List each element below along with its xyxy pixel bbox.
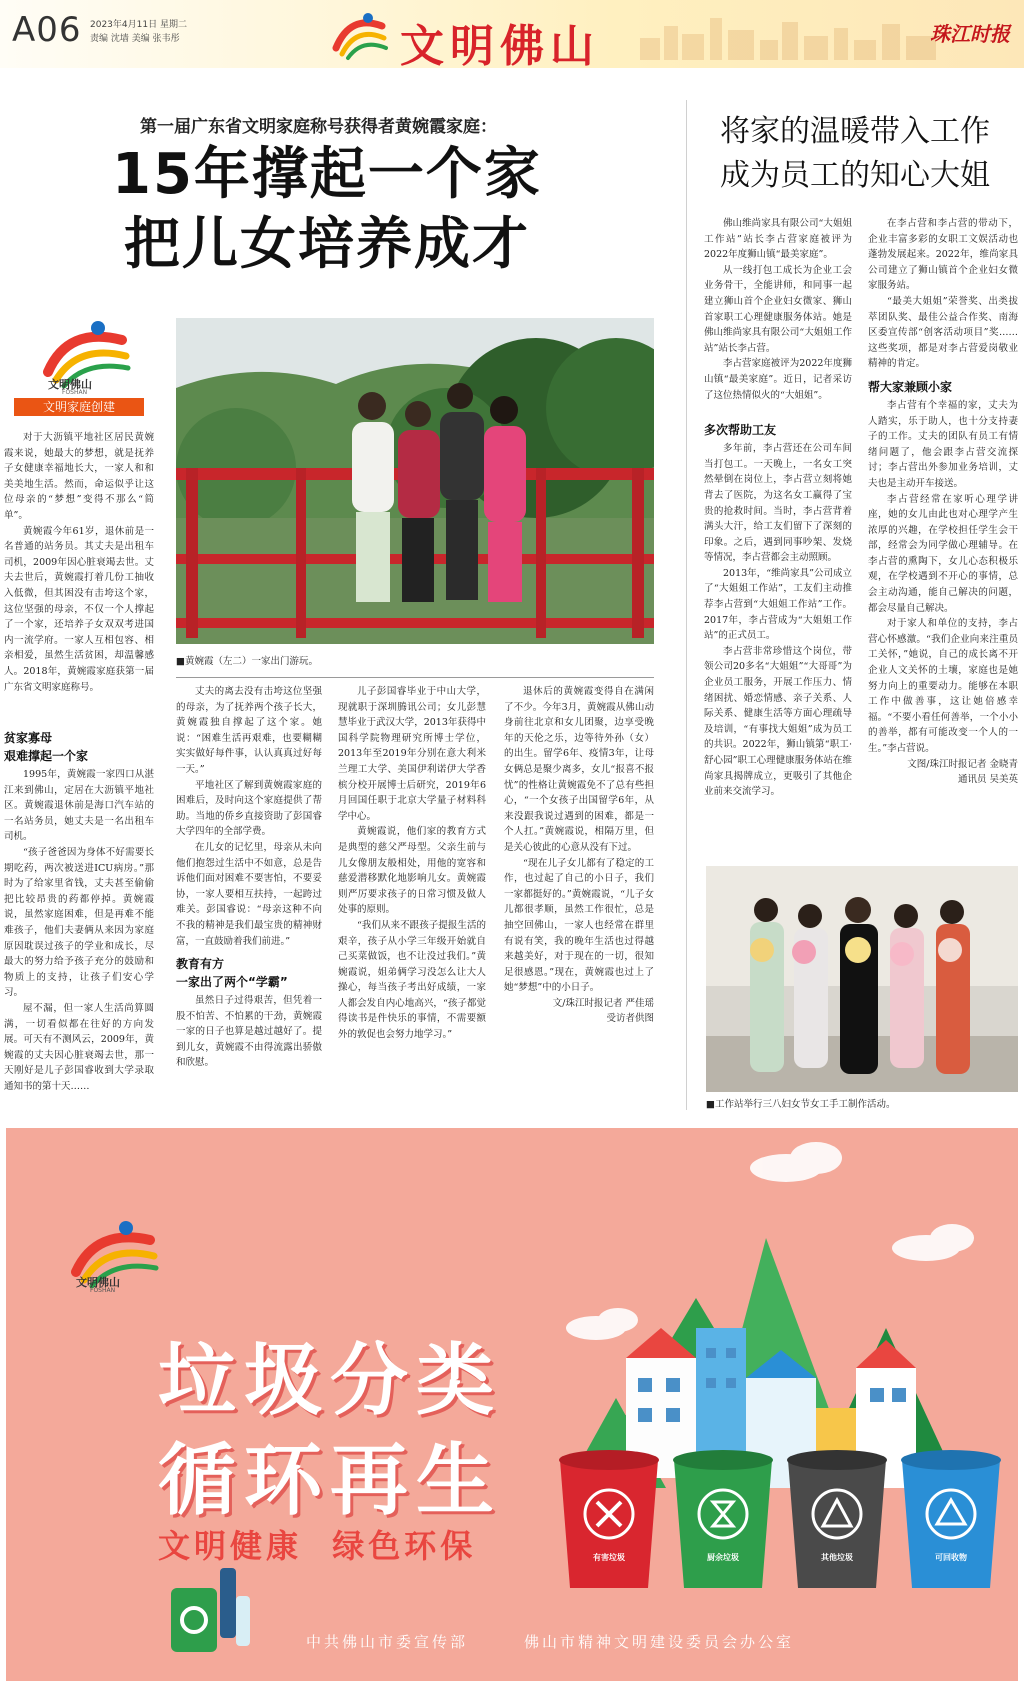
- wenming-foshan-logo-icon: [330, 8, 390, 62]
- family-photo: [176, 318, 654, 644]
- page-number: A06: [12, 10, 82, 50]
- bin-hazardous: [559, 1450, 659, 1588]
- paragraph: 平地社区了解到黄婉霞家庭的困难后，及时向这个家庭提供了帮助。当地的侨乡直接资助了彭国睿大学四年的全部学费。: [176, 779, 322, 838]
- workers-photo-image: [706, 866, 1018, 1092]
- paragraph: 1995年，黄婉霞一家四口从湛江来到佛山，定居在大沥镇平地社区。黄婉霞退休前是海口汽车站的一名站务员，她丈夫是一名出租车司机。: [4, 769, 154, 843]
- paragraph: 对于家人和单位的支持，李占营心怀感激。“我们企业向来注重员工关怀，”她说，自己的成长离不开企业人文关怀的土壤，家庭也是她努力向上的重要动力。能够在本职工作中做善事，这让她倍感幸福。“不要小看任何善举，一个小小的善举，都有可能改变一个人的一生。”李占营说。: [868, 618, 1018, 754]
- article-headline: [112, 140, 542, 280]
- bin-kitchen: [673, 1450, 773, 1588]
- date-line: 2023年4月11日 星期二: [90, 20, 187, 30]
- ad-headline-line-1: 垃圾分类: [158, 1336, 503, 1426]
- section-title: 文明佛山: [400, 21, 600, 72]
- article-kicker: 第一届广东省文明家庭称号获得者黄婉霞家庭：: [140, 117, 497, 137]
- bin-other-label: 其他垃圾: [821, 1553, 853, 1562]
- byline-photo: 受访者供图: [606, 1012, 654, 1024]
- newspaper-name: 珠江时报: [930, 22, 1010, 46]
- workers-photo-caption: ■工作站举行三八妇女节女工手工制作活动。: [706, 1099, 896, 1110]
- paragraph: 退休后的黄婉霞变得自在满闲了不少。今年3月，黄婉霞从佛山动身前往北京和女儿团聚，边享受晚年的天伦之乐，边等待外孙（女）的出生。留学6年、疫情3年，让母女俩总是聚少离多，女儿“报喜不报忧”的性格让黄婉霞免不了总有些担心，“一个女孩子出国留学6年，从来没跟我说过遇到的困难，都是一个人扛。”黄婉霞说，相隔万里，但是关心彼此的心意从没有下过。: [504, 686, 654, 853]
- paragraph: 对于大沥镇平地社区居民黄婉霞来说，她最大的梦想，就是抚养子女健康幸福地长大，一家人和和美美地生活。然而，命运似乎让这位母亲的“梦想”变得不那么“简单”。: [4, 432, 154, 521]
- paragraph: 儿子彭国睿毕业于中山大学，现就职于深圳腾讯公司；女儿彭慧慧毕业于武汉大学，2013年获得中国科学院物理研究所博士学位，2013年至2019年分别在意大利米兰理工大学、美国伊利诺伊大学香槟分校开展博士后研究，2019年6月回国任职于北京大学量子材料科学中心。: [338, 686, 486, 822]
- bin-other: [787, 1450, 887, 1588]
- subhead-2-line-2: 一家出了两个“学霸”: [176, 975, 288, 990]
- column-divider: [686, 100, 687, 1110]
- paragraph: 在李占营和李占营的带动下，企业丰富多彩的女职工文娱活动也蓬勃发展起来。2022年，维尚家具公司建立了狮山镇首个企业妇女微家服务站。: [868, 218, 1018, 292]
- column-logo-sub: FOSHAN: [62, 389, 88, 396]
- paragraph: 虽然日子过得艰苦，但凭着一股不怕苦、不怕累的干劲，黄婉霞一家的日子也算是越过越好了。提到儿女，黄婉霞不由得流露出骄傲和欣慰。: [176, 995, 322, 1069]
- ad-headline-line-2: 循环再生: [158, 1436, 503, 1526]
- column-tag: 文明家庭创建: [14, 398, 144, 416]
- right-byline-reporter: 文图/珠江时报记者 金晓青: [907, 758, 1018, 770]
- garbage-sorting-ad: [6, 1128, 1018, 1681]
- left-column-4: [504, 684, 654, 1104]
- paragraph: 从一线打包工成长为企业工会业务骨干，全能讲师，和同事一起建立狮山首个企业妇女微家、狮山首家职工心理健康服务体站。她是佛山维尚家具有限公司“大姐姐工作站”站长李占营。: [704, 264, 852, 354]
- paragraph: 佛山维尚家具有限公司“大姐姐工作站”站长李占营家庭被评为2022年度狮山镇“最美家庭”。: [704, 218, 852, 261]
- paragraph: 多年前，李占营还在公司车间当打包工。一天晚上，一名女工突然晕倒在岗位上，李占营立刻将她背去了医院，为这名女工赢得了宝贵的抢救时间。当时，李占营背着满头大汗，给工友们留下了深刻的印象。之后，遇到同事吵架、发烧等情况，李占营都会主动照顾。: [704, 443, 852, 564]
- paragraph: 在儿女的记忆里，母亲从未向他们抱怨过生活中不如意，总是告诉他们面对困难不要害怕，不要妥协，一家人要相互扶持，一起跨过难关。彭国睿说：“母亲这种不向不我的精神是我们最宝贵的精神财富，一直鼓励着我们前进。”: [176, 841, 322, 947]
- left-column-1: [4, 430, 154, 1105]
- family-photo-caption: ■黄婉霞（左二）一家出门游玩。: [176, 656, 318, 667]
- ad-org-1: 中共佛山市委宣传部: [306, 1633, 469, 1651]
- right-headline-line-1: 将家的温暖带入工作: [720, 114, 990, 149]
- paragraph: “孩子爸爸因为身体不好需要长期吃药，两次被送进ICU病房。”那时为了给家里省钱，丈夫甚至偷偷把比较昂贵的药都停掉。黄婉霞说，虽然家庭困难，但是再难不能难孩子，他们夫妻俩从来因为家庭原因耽误过孩子的学业和成长，尽最大的努力给予孩子充分的鼓励和物质上的支持，让孩子们安心学习。: [4, 847, 154, 999]
- headline-line-1: 15年撑起一个家: [112, 142, 542, 207]
- bin-recyclable-label: 可回收物: [935, 1553, 967, 1562]
- paragraph: 李占营非常珍惜这个岗位，带领公司20多名“大姐姐”“大哥哥”为企业员工服务，开展工作压力、情绪困扰、婚恋情感、亲子关系、人际关系、健康生活等方面心理疏导及培训，“有事找大姐姐”成为员工的共识。2022年，狮山镇第“职工·舒心园”职工心理健康服务体站在维尚家具揭牌成立，更吸引了其他企业前来交流学习。: [704, 645, 852, 798]
- subhead-2: [176, 955, 322, 991]
- paragraph: 丈夫的离去没有击垮这位坚强的母亲，为了抚养两个孩子长大，黄婉霞独自撑起了这个家。她说：“困难生活再艰难，也要糊糊实实做好每件事，认认真真过好每一天。”: [176, 686, 322, 775]
- paragraph: 李占营经常在家听心理学讲座，她的女儿由此也对心理学产生浓厚的兴趣，在学校担任学生会干部，经常会为同学做心理辅导。在李占营的熏陶下，女儿心态积极乐观，在学校遇到不开心的事情，总会主动沟通，能自己解决的问题，都会尽量自己解决。: [868, 493, 1018, 614]
- paragraph: 李占营有个幸福的家，丈夫为人踏实，乐于助人，也十分支持妻子的工作。丈夫的团队有员工有情绪问题了，他会跟李占营交流探讨；李占营出外参加业务培训，丈夫也是主动开车接送。: [868, 399, 1018, 489]
- masthead: [0, 0, 1024, 72]
- paragraph: 2013年，“维尚家具”公司成立了“大姐姐工作站”，工友们主动推荐李占营到“大姐姐工作站”工作。2017年，李占营成为“大姐姐工作站”的正式员工。: [704, 567, 852, 642]
- subhead-2-line-1: 教育有方: [176, 957, 225, 972]
- ad-org-2: 佛山市精神文明建设委员会办公室: [524, 1633, 795, 1651]
- paragraph: “现在儿子女儿都有了稳定的工作，也过起了自己的小日子，我们一家都挺好的。”黄婉霞说，“儿子女儿都很孝顺，虽然工作很忙，总是抽空回佛山，一家人也经常在群里有说有笑，我的晚年生活也过得越来越美好，对于现在的一切，很知足很感恩。”现在，黄婉霞也过上了她“梦想”中的小日子。: [504, 857, 654, 994]
- paragraph: 屋不漏，但一家人生活尚算圆满，一切看似都在往好的方向发展。可天有不测风云，2009年，黄婉霞的丈夫因心脏衰竭去世，那一天刚好是儿子彭国睿收到大学录取通知书的第十天……: [4, 1003, 154, 1092]
- paragraph: “我们从来不跟孩子提报生活的艰辛，孩子从小学三年级开始就自己买菜做饭，也不让没过我们。”黄婉霞说，姐弟俩学习没怎么让大人操心，每当孩子考出好成绩，一家人都会发自内心地高兴，“孩子都觉得读书是件快乐的事情，不需要额外的敦促也会努力地学习。”: [338, 919, 486, 1041]
- bin-kitchen-label: 厨余垃圾: [707, 1553, 739, 1562]
- headline-line-2: 把儿女培养成才: [124, 212, 530, 277]
- right-subhead-2: 帮大家兼顾小家: [868, 379, 953, 394]
- bin-hazardous-label: 有害垃圾: [593, 1553, 625, 1562]
- paragraph: 黄婉霞今年61岁，退休前是一名普通的站务员。其丈夫是出租车司机，2009年因心脏衰竭去世。丈夫去世后，黄婉霞打着几份工抽收入低微，但其困没有击垮这个家，这位坚强的母亲，不仅一个人撑起了一个家，还培养子女双双考进国内一流学府。一家人互相包容、相亲相爱，虽然生活贫困，却温馨感人。2018年，黄婉霞家庭获第一届广东省文明家庭称号。: [4, 525, 154, 693]
- right-byline-correspondent: 通讯员 吴美英: [957, 773, 1018, 785]
- ad-logo-sub: FOSHAN: [90, 1287, 116, 1294]
- paragraph: “最美大姐姐”荣誉奖、出类拔萃团队奖、最佳公益合作奖、南海区委宣传部“创客活动项目”奖……这些奖项，都是对李占营爱岗敬业精神的肯定。: [868, 295, 1018, 370]
- paragraph: 黄婉霞说，他们家的教育方式是典型的慈父严母型。父亲生前与儿女像朋友般相处，用他的宽容和慈爱潜移默化地影响儿女。黄婉霞则严厉要求孩子的日常习惯及做人处事的原则。: [338, 826, 486, 916]
- workers-photo: [706, 866, 1018, 1092]
- right-column-1: [704, 216, 852, 856]
- garbage-bins: [554, 1448, 1014, 1608]
- divider: [176, 677, 654, 678]
- bin-recyclable: [901, 1450, 1001, 1588]
- city-skyline-icon: [640, 10, 940, 60]
- subhead-1: [4, 729, 154, 765]
- paragraph: 李占营家庭被评为2022年度狮山镇“最美家庭”。近日，记者采访了这位热情似火的“大姐姐”。: [704, 358, 852, 401]
- subhead-1-line-2: 艰难撑起一个家: [4, 749, 89, 764]
- ad-slogan: 文明健康 绿色环保: [158, 1527, 477, 1565]
- right-column-2: [868, 216, 1018, 856]
- ad-logo-text: 文明佛山: [76, 1276, 120, 1289]
- editor-line: 责编 沈墙 美编 张韦彤: [90, 34, 180, 44]
- right-article-headline: [720, 110, 990, 198]
- family-photo-image: [176, 318, 654, 644]
- publication-info: [90, 18, 187, 46]
- right-subhead-1: 多次帮助工友: [704, 423, 777, 438]
- column-logo-text: 文明佛山: [48, 378, 92, 391]
- byline-reporter: 文/珠江时报记者 严佳瑶: [552, 997, 654, 1009]
- left-column-2: [176, 684, 322, 1104]
- left-column-3: [338, 684, 486, 1104]
- right-headline-line-2: 成为员工的知心大姐: [720, 158, 990, 193]
- subhead-1-line-1: 贫家寡母: [4, 731, 53, 746]
